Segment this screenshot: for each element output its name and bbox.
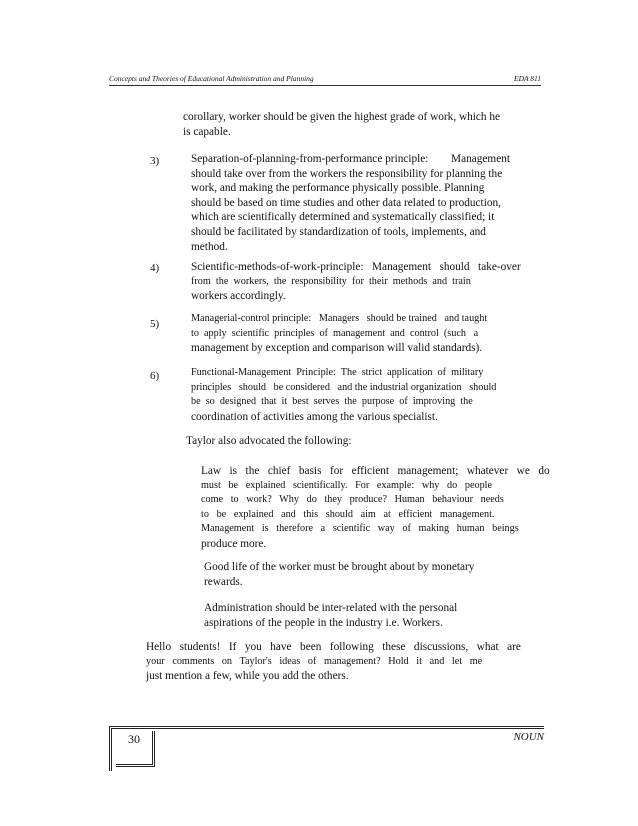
text-line: come to work? Why do they produce? Human behaviour needs	[201, 494, 504, 506]
taylor-intro	[186, 434, 351, 449]
publisher-label: NOUN	[513, 731, 544, 743]
text-line: management by exception and comparison will valid standards).	[191, 342, 483, 355]
text-line: work, and making the performance physically possible. Planning	[191, 182, 485, 195]
text-line: principles should be considered and the industrial organization should	[191, 381, 497, 393]
text-line: should be facilitated by standardization of tools, implements, and	[191, 225, 486, 238]
text-line: to be explained and this should aim at efficient management.	[201, 508, 495, 520]
item-number: 5)	[150, 318, 160, 330]
text-line: corollary, worker should be given the highest grade of work, which he	[183, 111, 501, 123]
text-line: Law is the chief basis for efficient management; whatever we do	[201, 465, 550, 477]
text-line: be so designed that it best serves the purpose of improving the	[191, 396, 473, 408]
text-line: Hello students! If you have been following these discussions, what are	[146, 641, 521, 653]
item-number: 4)	[150, 262, 160, 274]
text-line: workers accordingly.	[191, 290, 286, 303]
page-number: 30	[128, 732, 140, 746]
text-line: produce more.	[201, 537, 267, 550]
text-line: is capable.	[183, 125, 231, 138]
principle-4	[191, 260, 521, 304]
header-rule	[109, 85, 541, 86]
running-header	[109, 74, 541, 90]
text-line: Separation-of-planning-from-performance principle: Management	[191, 153, 511, 165]
course-title: Concepts and Theories of Educational Administration and Planning	[109, 74, 314, 83]
closing-paragraph	[146, 640, 521, 684]
text-line: from the workers, the responsibility for their methods and train	[191, 275, 471, 287]
intro-paragraph	[183, 110, 500, 139]
text-line: aspirations of the people in the industry i.e. Workers.	[204, 616, 443, 629]
text-line: Management is therefore a scientific way of making human beings	[201, 523, 519, 535]
text-line: which are scientifically determined and systematically classified; it	[191, 211, 495, 224]
text-line: your comments on Taylor's ideas of management? Hold it and let me	[146, 655, 483, 667]
page-footer	[109, 726, 544, 771]
text-line: Good life of the worker must be brought about by monetary	[204, 561, 475, 573]
text-line: to apply scientific principles of management and control (such a	[191, 327, 479, 339]
text-line: should be based on time studies and other data related to production,	[191, 196, 501, 209]
text-line: Managerial-control principle: Managers should be trained and taught	[191, 313, 488, 324]
course-code: EDA 811	[513, 74, 541, 83]
text-line: Functional-Management Principle: The strict application of military	[191, 367, 484, 378]
text-line: coordination of activities among the various specialist.	[191, 410, 438, 423]
advocated-item-good-life	[204, 560, 474, 589]
text-line: must be explained scientifically. For example: why do people	[201, 479, 493, 491]
principle-3	[191, 152, 510, 254]
advocated-item-law	[201, 464, 550, 552]
item-number: 6)	[150, 370, 160, 382]
text-line: should take over from the workers the responsibility for planning the	[191, 167, 503, 180]
principle-5	[191, 312, 487, 356]
text-line: rewards.	[204, 575, 243, 588]
text-line: just mention a few, while you add the others.	[146, 670, 349, 683]
text-line: Administration should be inter-related with the personal	[204, 602, 458, 614]
text-line: Taylor also advocated the following:	[186, 435, 352, 447]
text-line: Scientific-methods-of-work-principle: Management should take-over	[191, 261, 521, 273]
principle-6	[191, 366, 496, 424]
page-number-box	[116, 731, 155, 767]
text-line: method.	[191, 240, 228, 253]
item-number: 3)	[150, 155, 160, 167]
advocated-item-administration	[204, 601, 457, 630]
